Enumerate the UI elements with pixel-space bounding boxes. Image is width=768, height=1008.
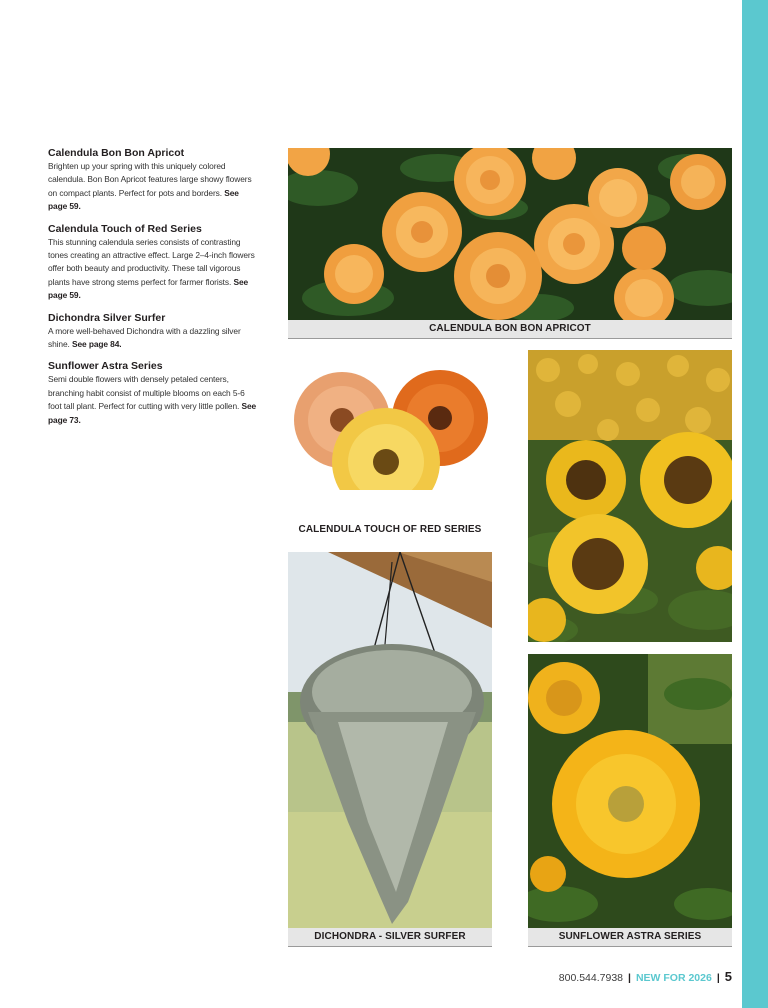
entry-text: This stunning calendula series consists of contrasting tones creating an attractive effect. Large 2–4-inch flowers offer both beauty and productivity. These tall vigorous plants have strong stems perfect for farmer florists. — [48, 236, 255, 287]
entry-body — [48, 325, 258, 352]
photo-calendula-touch-of-red — [290, 366, 490, 490]
page-footer — [559, 969, 732, 986]
page-reference: See page 59. — [48, 187, 239, 212]
entry-title: Dichondra Silver Surfer — [48, 311, 166, 324]
caption-divider — [288, 338, 732, 339]
entry-astra — [48, 359, 258, 427]
product-descriptions — [48, 146, 258, 435]
entry-touch-of-red — [48, 222, 258, 303]
entry-text: Semi double flowers with densely petaled centers, branching habit consist of multiple blooms on each 5-6 foot tall plant. Perfect for cutting with very little pollen. — [48, 374, 245, 412]
entry-title: Sunflower Astra Series — [48, 360, 163, 373]
entry-body — [48, 160, 258, 214]
entry-bon-bon-apricot — [48, 146, 258, 214]
photo-sunflower-astra — [528, 654, 732, 928]
page-reference: See page 73. — [48, 401, 257, 425]
footer-separator: | — [716, 972, 720, 984]
entry-title: Calendula Bon Bon Apricot — [48, 147, 185, 159]
caption-calendula-touch-of-red: CALENDULA TOUCH OF RED SERIES — [298, 524, 482, 535]
entry-dichondra — [48, 311, 258, 352]
entry-text: A more well-behaved Dichondra with a dazzling silver shine. — [48, 325, 241, 350]
page-number: 5 — [724, 969, 732, 984]
page-reference: See page 59. — [48, 276, 249, 301]
caption-divider — [528, 946, 732, 947]
phone-number: 800.544.7938 — [558, 972, 623, 984]
accent-side-band — [742, 0, 768, 1008]
caption-dichondra: DICHONDRA - SILVER SURFER — [288, 928, 492, 946]
footer-new-label: NEW FOR 2026 — [635, 972, 712, 984]
photo-sunflower-field — [528, 350, 732, 642]
footer-separator: | — [628, 972, 631, 984]
entry-body — [48, 236, 258, 303]
caption-calendula-apricot: CALENDULA BON BON APRICOT — [288, 320, 732, 338]
entry-title: Calendula Touch of Red Series — [48, 222, 202, 235]
entry-text: Brighten up your spring with this uniquely colored calendula. Bon Bon Apricot features large showy flowers on compact plants. Perfect for pots and borders. — [48, 161, 252, 198]
page-reference: See page 84. — [71, 339, 122, 350]
photo-calendula-apricot — [288, 148, 732, 320]
entry-body — [48, 373, 258, 427]
photo-dichondra-basket — [288, 552, 492, 928]
caption-sunflower-astra: SUNFLOWER ASTRA SERIES — [528, 928, 732, 946]
caption-divider — [288, 946, 492, 947]
